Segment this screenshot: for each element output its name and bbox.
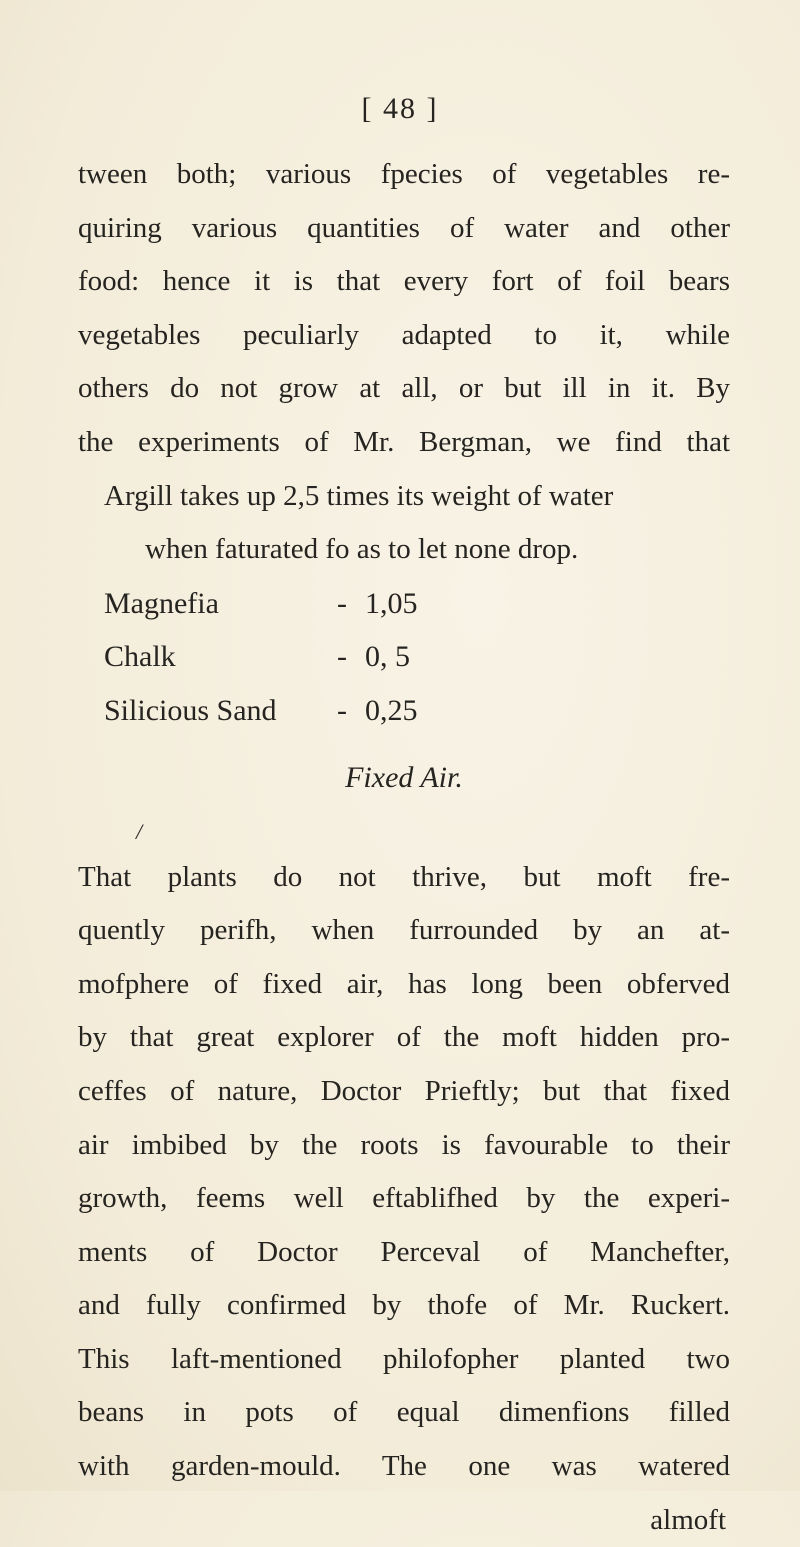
text-line: mofphere of fixed air, has long been obferved	[78, 967, 730, 1000]
text-line: and fully confirmed by thofe of Mr. Ruckert.	[78, 1289, 730, 1322]
text-line: ments of Doctor Perceval of Manchefter,	[78, 1235, 730, 1268]
substance-name: Silicious Sand	[104, 693, 277, 727]
section-heading: Fixed Air.	[345, 760, 463, 794]
substance-value: 0,25	[365, 693, 418, 727]
text-line: air imbibed by the roots is favourable to their	[78, 1128, 730, 1161]
text-line: That plants do not thrive, but moft fre-	[78, 860, 730, 893]
catchword: almoft	[650, 1503, 726, 1536]
argill-line: Argill takes up 2,5 times its weight of water	[104, 479, 614, 512]
text-line: This laft-mentioned philofopher planted two	[78, 1342, 730, 1375]
table-row	[78, 630, 730, 684]
text-line: by that great explorer of the moft hidden pro-	[78, 1021, 730, 1054]
page-body	[78, 148, 730, 1547]
dash: -	[337, 693, 347, 727]
text-line: beans in pots of equal dimenfions filled	[78, 1396, 730, 1429]
text-line: tween both; various fpecies of vegetables re-	[78, 158, 730, 190]
argill-continuation: when faturated fo as to let none drop.	[145, 533, 579, 566]
substance-name: Chalk	[104, 640, 176, 674]
text-line: food: hence it is that every fort of foil bears	[78, 265, 730, 298]
text-line: ceffes of nature, Doctor Prieftly; but that fixed	[78, 1074, 730, 1107]
stray-mark: /	[136, 818, 143, 844]
text-line: growth, feems well eftablifhed by the experi-	[78, 1182, 730, 1215]
substance-value: 1,05	[365, 586, 418, 620]
page-number: [ 48 ]	[361, 92, 439, 125]
substance-value: 0, 5	[365, 640, 410, 674]
dash: -	[337, 586, 347, 620]
table-row	[78, 684, 730, 738]
text-line: others do not grow at all, or but ill in it. By	[78, 372, 730, 405]
text-line: vegetables peculiarly adapted to it, while	[78, 318, 730, 351]
text-line: quently perifh, when furrounded by an at-	[78, 914, 730, 947]
text-line: with garden-mould. The one was watered	[78, 1450, 730, 1483]
text-line: quiring various quantities of water and other	[78, 211, 730, 244]
table-row	[78, 577, 730, 631]
dash: -	[337, 640, 347, 674]
substance-name: Magnefia	[104, 586, 219, 620]
text-line: the experiments of Mr. Bergman, we find that	[78, 425, 730, 458]
